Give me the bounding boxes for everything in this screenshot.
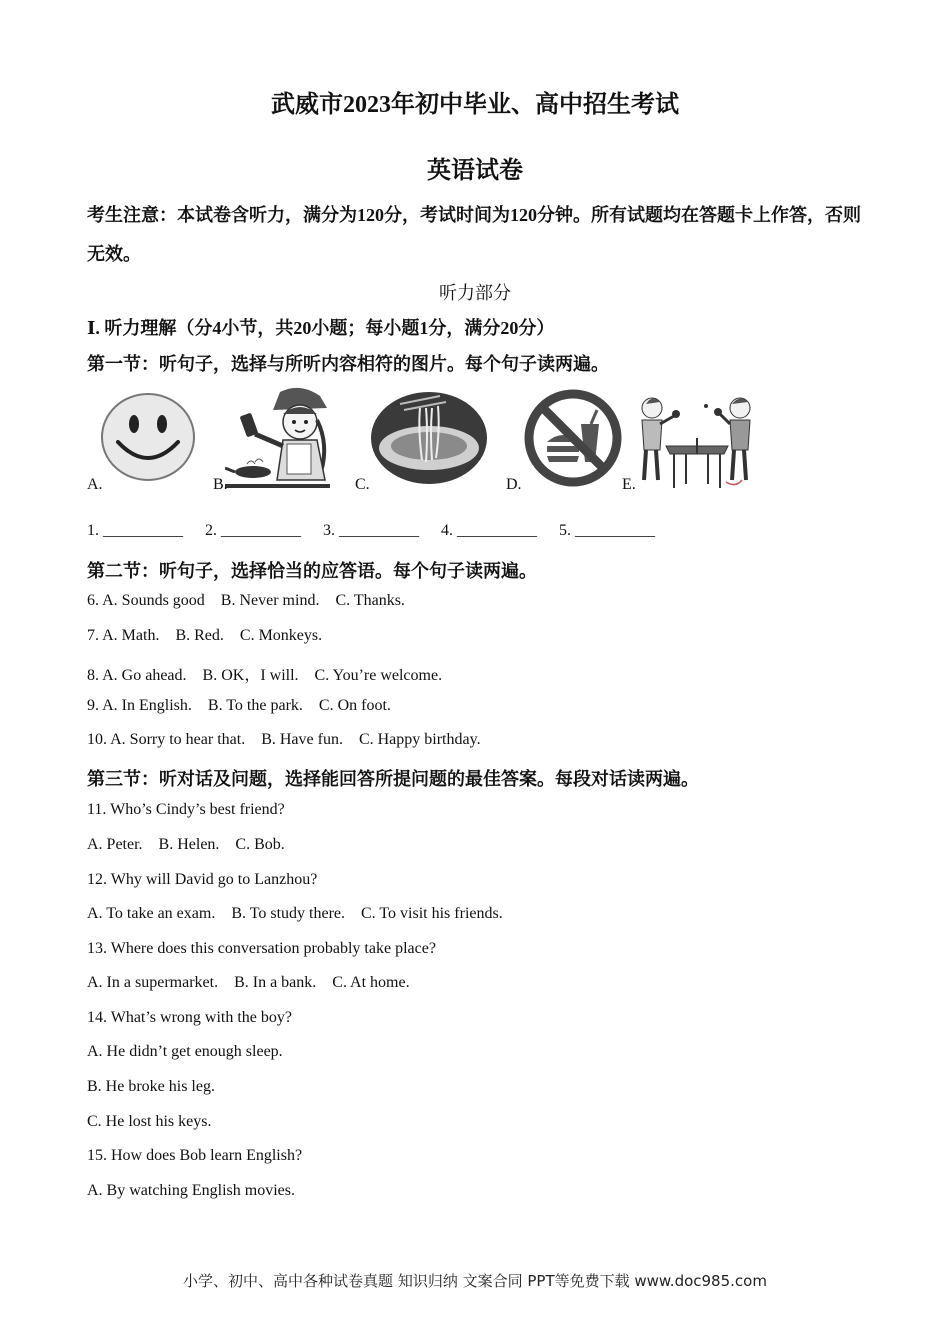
picture-label-c: C.	[355, 476, 370, 493]
blank-5[interactable]: 5. __________	[559, 522, 655, 539]
picture-label-b: B.	[213, 476, 228, 493]
question-13-options: A. In a supermarket. B. In a bank. C. At home.	[87, 974, 410, 991]
part1-heading: Ⅰ. 听力理解（分4小节，共20小题；每小题1分，满分20分）	[87, 318, 555, 338]
question-14-option-c: C. He lost his keys.	[87, 1113, 212, 1130]
question-11: 11. Who’s Cindy’s best friend?	[87, 801, 285, 818]
question-14-option-a: A. He didn’t get enough sleep.	[87, 1043, 283, 1060]
blank-1[interactable]: 1. __________	[87, 522, 183, 539]
section-title: 听力部分	[439, 283, 511, 303]
smiley-face-icon	[100, 392, 198, 482]
picture-label-e: E.	[622, 476, 636, 493]
question-9: 9. A. In English. B. To the park. C. On foot.	[87, 697, 391, 714]
blank-4[interactable]: 4. __________	[441, 522, 537, 539]
question-12-options: A. To take an exam. B. To study there. C. To visit his friends.	[87, 905, 503, 922]
table-tennis-icon	[636, 388, 758, 494]
blank-3[interactable]: 3. __________	[323, 522, 419, 539]
exam-notice: 考生注意：本试卷含听力，满分为120分，考试时间为120分钟。所有试题均在答题卡上作答，否则无效。	[87, 205, 861, 264]
question-15-option-a: A. By watching English movies.	[87, 1182, 295, 1199]
page-footer: 小学、初中、高中各种试卷真题 知识归纳 文案合同 PPT等免费下载 www.doc985.com	[183, 1272, 767, 1290]
question-11-options: A. Peter. B. Helen. C. Bob.	[87, 836, 285, 853]
blank-2[interactable]: 2. __________	[205, 522, 301, 539]
answer-blanks	[87, 522, 673, 540]
question-6: 6. A. Sounds good B. Never mind. C. Thanks.	[87, 592, 405, 609]
noodles-bowl-icon	[370, 390, 488, 486]
no-fast-food-icon	[523, 388, 623, 488]
picture-label-d: D.	[506, 476, 522, 493]
question-10: 10. A. Sorry to hear that. B. Have fun. C. Happy birthday.	[87, 731, 481, 748]
picture-label-a: A.	[87, 476, 103, 493]
exam-title: 武威市2023年初中毕业、高中招生考试	[271, 92, 679, 118]
question-13: 13. Where does this conversation probably take place?	[87, 940, 436, 957]
question-7: 7. A. Math. B. Red. C. Monkeys.	[87, 627, 323, 644]
question-14: 14. What’s wrong with the boy?	[87, 1009, 293, 1026]
sec1-heading: 第一节：听句子，选择与所听内容相符的图片。每个句子读两遍。	[87, 354, 609, 374]
girl-cooking-icon	[225, 384, 340, 492]
question-12: 12. Why will David go to Lanzhou?	[87, 871, 318, 888]
exam-subtitle: 英语试卷	[427, 158, 523, 184]
question-14-option-b: B. He broke his leg.	[87, 1078, 215, 1095]
sec3-heading: 第三节：听对话及问题，选择能回答所提问题的最佳答案。每段对话读两遍。	[87, 769, 699, 789]
question-8: 8. A. Go ahead. B. OK，I will. C. You’re welcome.	[87, 667, 443, 684]
sec2-heading: 第二节：听句子，选择恰当的应答语。每个句子读两遍。	[87, 561, 537, 581]
question-15: 15. How does Bob learn English?	[87, 1147, 303, 1164]
